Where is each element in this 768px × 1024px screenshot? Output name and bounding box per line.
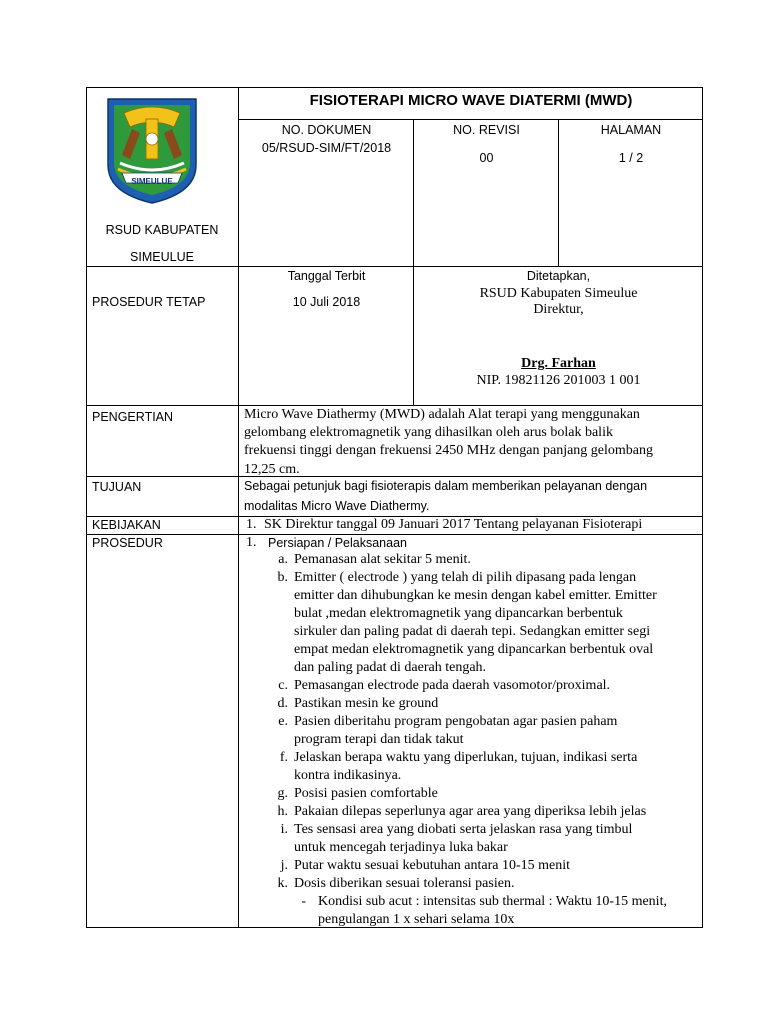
tanggal-terbit-label: Tanggal Terbit bbox=[287, 269, 366, 283]
col-divider-main bbox=[238, 87, 239, 928]
halaman-label: HALAMAN bbox=[600, 123, 662, 137]
item-letter: c. bbox=[278, 678, 288, 693]
item-line: Pasien diberitahu program pengobatan agar pasien paham bbox=[294, 714, 618, 729]
item-line: untuk mencegah terjadinya luka bakar bbox=[294, 840, 508, 855]
item-line: Pemasangan electrode pada daerah vasomotor/proximal. bbox=[294, 678, 611, 693]
pengertian-line: 12,25 cm. bbox=[244, 461, 300, 477]
item-letter: a. bbox=[278, 552, 288, 567]
title-row-bottom bbox=[238, 119, 703, 120]
kebijakan-label: KEBIJAKAN bbox=[92, 518, 161, 532]
tujuan-label: TUJUAN bbox=[92, 480, 142, 494]
tanggal-terbit-value: 10 Juli 2018 bbox=[292, 295, 361, 309]
kebijakan-number: 1. bbox=[246, 517, 257, 532]
header-bottom bbox=[86, 266, 703, 267]
item-line: sirkuler dan paling padat di daerah tepi. Sedangkan emitter segi bbox=[294, 624, 651, 639]
item-line: Jelaskan berapa waktu yang diperlukan, tujuan, indikasi serta bbox=[294, 750, 638, 765]
item-letter: j. bbox=[280, 858, 288, 873]
pengertian-text bbox=[244, 406, 653, 479]
sub-line: pengulangan 1 x sehari selama 10x bbox=[318, 912, 515, 927]
prosedur-section-number: 1. bbox=[246, 535, 257, 550]
kebijakan-text: SK Direktur tanggal 09 Januari 2017 Tentang pelayanan Fisioterapi bbox=[264, 517, 643, 532]
prosedur-tetap-label: PROSEDUR TETAP bbox=[92, 295, 206, 309]
signatory-nip: NIP. 19821126 201003 1 001 bbox=[476, 373, 641, 388]
item-line: Posisi pasien comfortable bbox=[294, 786, 438, 801]
signatory-name: Drg. Farhan bbox=[521, 356, 596, 371]
prosedur-section-title: Persiapan / Pelaksanaan bbox=[268, 536, 407, 550]
pengertian-line: gelombang elektromagnetik yang dihasilkan oleh arus bolak balik bbox=[244, 425, 613, 441]
no-revisi-value: 00 bbox=[479, 151, 494, 165]
item-letter: h. bbox=[277, 804, 288, 819]
pengertian-line: frekuensi tinggi dengan frekuensi 2450 MHz dengan panjang gelombang bbox=[244, 443, 654, 459]
item-line: Pastikan mesin ke ground bbox=[294, 696, 439, 711]
no-dokumen-value: 05/RSUD-SIM/FT/2018 bbox=[261, 141, 392, 155]
tujuan-line-1: Sebagai petunjuk bagi fisioterapis dalam memberikan pelayanan dengan bbox=[244, 479, 648, 493]
no-revisi-label: NO. REVISI bbox=[453, 123, 520, 137]
item-line: kontra indikasinya. bbox=[294, 768, 402, 783]
tujuan-line-2: modalitas Micro Wave Diathermy. bbox=[244, 499, 430, 513]
item-letter: e. bbox=[278, 714, 288, 729]
logo-caption: SIMEULUE bbox=[131, 177, 173, 186]
item-line: Pemanasan alat sekitar 5 menit. bbox=[294, 552, 471, 567]
item-line: Dosis diberikan sesuai toleransi pasien. bbox=[294, 876, 515, 891]
no-dokumen-label: NO. DOKUMEN bbox=[281, 123, 372, 137]
simeulue-regency-logo bbox=[102, 93, 202, 205]
sub-bullet-dash: - bbox=[301, 894, 306, 909]
item-line: bulat ,medan elektromagnetik yang dipancarkan berbentuk bbox=[294, 606, 623, 621]
ditetapkan-label: Ditetapkan, bbox=[526, 269, 591, 283]
pengertian-label: PENGERTIAN bbox=[92, 410, 174, 424]
item-letter: k. bbox=[277, 876, 288, 891]
item-line: emitter dan dihubungkan ke mesin dengan kabel emitter. Emitter bbox=[294, 588, 657, 603]
table-border-right bbox=[702, 87, 703, 928]
item-line: Pakaian dilepas seperlunya agar area yang diperiksa lebih jelas bbox=[294, 804, 647, 819]
item-line: Tes sensasi area yang diobati serta jelaskan rasa yang timbul bbox=[294, 822, 633, 837]
item-line: Emitter ( electrode ) yang telah di pilih dipasang pada lengan bbox=[294, 570, 637, 585]
item-line: dan paling padat di daerah tengah. bbox=[294, 660, 487, 675]
item-letter: i. bbox=[280, 822, 288, 837]
sub-line: Kondisi sub acut : intensitas sub thermal : Waktu 10-15 menit, bbox=[318, 894, 667, 909]
col-divider-halaman bbox=[558, 119, 559, 267]
col-divider-revisi bbox=[413, 119, 414, 406]
table-border-left bbox=[86, 87, 87, 928]
item-letter: b. bbox=[277, 570, 288, 585]
pengertian-line: Micro Wave Diathermy (MWD) adalah Alat terapi yang menggunakan bbox=[244, 407, 640, 422]
item-line: Putar waktu sesuai kebutuhan antara 10-15 menit bbox=[294, 858, 571, 873]
item-letter: g. bbox=[277, 786, 288, 801]
prosedur-label: PROSEDUR bbox=[92, 536, 163, 550]
institution-line-1: RSUD KABUPATEN bbox=[105, 223, 219, 237]
rsud-name: RSUD Kabupaten Simeulue bbox=[479, 286, 638, 301]
item-letter: f. bbox=[279, 750, 288, 765]
document-title: FISIOTERAPI MICRO WAVE DIATERMI (MWD) bbox=[309, 92, 633, 109]
item-line: empat medan elektromagnetik yang dipancarkan berbentuk oval bbox=[294, 642, 654, 657]
institution-line-2: SIMEULUE bbox=[130, 250, 194, 264]
table-border-top bbox=[86, 87, 703, 88]
direktur-label: Direktur, bbox=[533, 302, 584, 317]
halaman-value: 1 / 2 bbox=[618, 151, 644, 165]
item-line: program terapi dan tidak takut bbox=[294, 732, 464, 747]
item-letter: d. bbox=[277, 696, 288, 711]
